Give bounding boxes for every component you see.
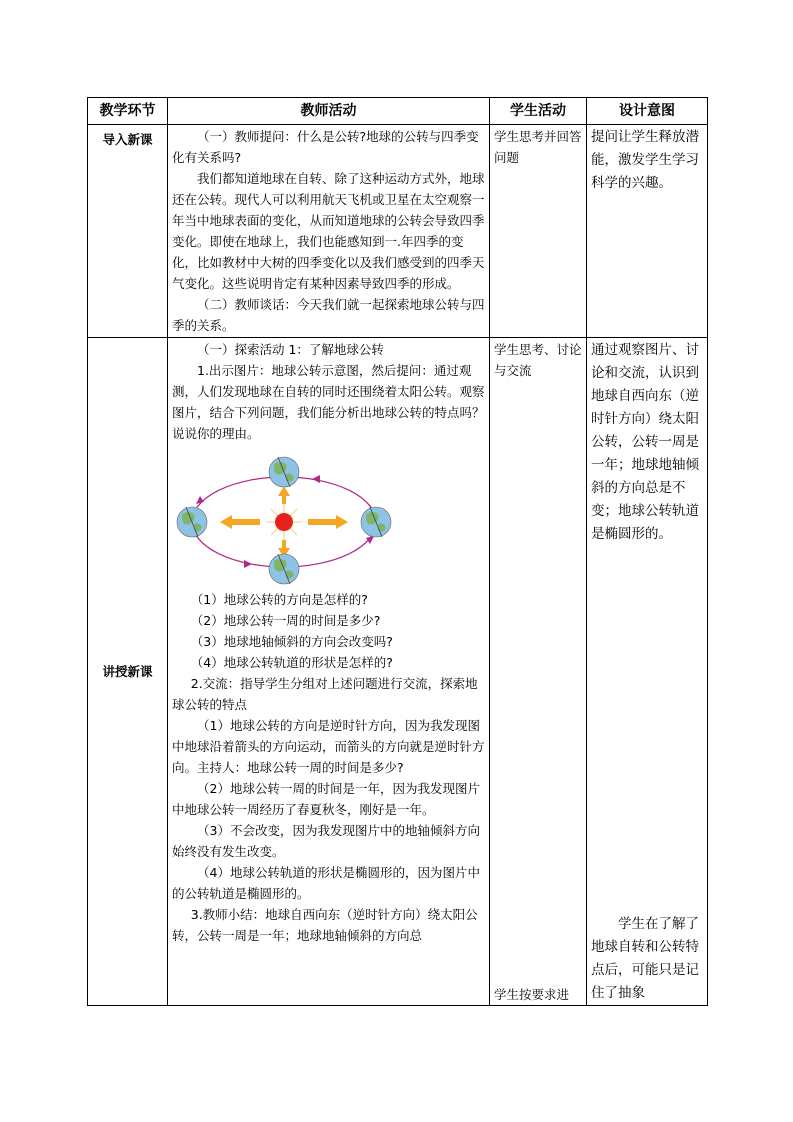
student-discuss: 学生思考、讨论与交流 bbox=[494, 342, 582, 378]
teacher-intro-question: （一）教师提问：什么是公转?地球的公转与四季变化有关系吗? bbox=[172, 129, 479, 165]
student-follow: 学生按要求进 bbox=[494, 987, 570, 1002]
activity-title: （一）探索活动 1：了解地球公转 bbox=[197, 342, 384, 357]
teacher-intro bbox=[168, 125, 490, 338]
earth-bottom bbox=[269, 554, 299, 584]
intent-observe: 通过观察图片、讨论和交流，认识到地球自西向东（逆时针方向）绕太阳公转，公转一周是一年；地球地轴倾斜的方向总是不变；地球公转轨道是椭圆形的。 bbox=[591, 342, 699, 542]
orbit-arrow-top bbox=[312, 475, 320, 483]
answer-2: （2）地球公转一周的时间是一年，因为我发现图片中地球公转一周经历了春夏秋冬，刚好是一年。 bbox=[172, 781, 480, 817]
answer-4: （4）地球公转轨道的形状是椭圆形的，因为图片中的公转轨道是椭圆形的。 bbox=[172, 865, 480, 901]
sun bbox=[275, 513, 293, 531]
header-stage: 教学环节 bbox=[88, 98, 168, 125]
question-3: （3）地球地轴倾斜的方向会改变吗? bbox=[190, 634, 393, 649]
teacher-new-lesson bbox=[168, 338, 490, 1006]
earth-top bbox=[269, 457, 299, 487]
exchange-instruction: 2.交流：指导学生分组对上述问题进行交流，探索地球公转的特点 bbox=[172, 676, 478, 712]
earth-right bbox=[361, 507, 391, 537]
orbit-arrow-left bbox=[196, 496, 204, 504]
lesson-plan-table bbox=[87, 97, 708, 1006]
orbit-arrow-right bbox=[366, 536, 374, 544]
question-2: （2）地球公转一周的时间是多少? bbox=[190, 613, 381, 628]
intent-new-lesson bbox=[587, 338, 708, 1006]
header-teacher: 教师活动 bbox=[168, 98, 490, 125]
stage-intro: 导入新课 bbox=[88, 125, 168, 338]
teacher-intro-explain: 我们都知道地球在自转、除了这种运动方式外，地球还在公转。现代人可以利用航天飞机或卫星在太空观察一年当中地球表面的变化，从而知道地球的公转会导致四季变化。即使在地球上，我们也能感知到一.年四季的变化，比如教材中大树的四季变化以及我们感受到的四季天气变化。这些说明肯定有某种因素导致四季的形成。 bbox=[172, 171, 485, 291]
question-1: （1）地球公转的方向是怎样的? bbox=[190, 592, 368, 607]
stage-new-lesson: 讲授新课 bbox=[88, 338, 168, 1006]
intent-intro: 提问让学生释放潜能，激发学生学习科学的兴趣。 bbox=[587, 125, 708, 338]
answer-1: （1）地球公转的方向是逆时针方向，因为我发现图中地球沿着箭头的方向运动，而箭头的方向就是逆时针方向。主持人：地球公转一周的时间是多少? bbox=[172, 718, 485, 775]
header-row bbox=[88, 98, 708, 125]
row-intro bbox=[88, 125, 708, 338]
student-intro: 学生思考并回答问题 bbox=[490, 125, 587, 338]
teacher-summary: 3.教师小结：地球自西向东（逆时针方向）绕太阳公转，公转一周是一年；地球地轴倾斜的方向总 bbox=[172, 907, 478, 943]
question-4: （4）地球公转轨道的形状是怎样的? bbox=[190, 655, 393, 670]
answer-3: （3）不会改变，因为我发现图片中的地轴倾斜方向始终没有发生改变。 bbox=[172, 823, 480, 859]
intent-abstract: 学生在了解了地球自转和公转特点后，可能只是记住了抽象 bbox=[591, 916, 699, 1001]
earth-left bbox=[177, 507, 207, 537]
earth-orbit-diagram bbox=[172, 452, 397, 587]
orbit-arrow-bottom bbox=[244, 560, 252, 568]
header-intent: 设计意图 bbox=[587, 98, 708, 125]
activity-intro: 1.出示图片：地球公转示意图，然后提问：通过观测，人们发现地球在自转的同时还围绕着太阳公转。观察图片，结合下列问题，我们能分析出地球公转的特点吗？说说你的理由。 bbox=[172, 363, 485, 441]
teacher-intro-talk: （二）教师谈话：今天我们就一起探索地球公转与四季的关系。 bbox=[172, 297, 485, 333]
row-new-lesson bbox=[88, 338, 708, 1006]
header-student: 学生活动 bbox=[490, 98, 587, 125]
student-new-lesson bbox=[490, 338, 587, 1006]
